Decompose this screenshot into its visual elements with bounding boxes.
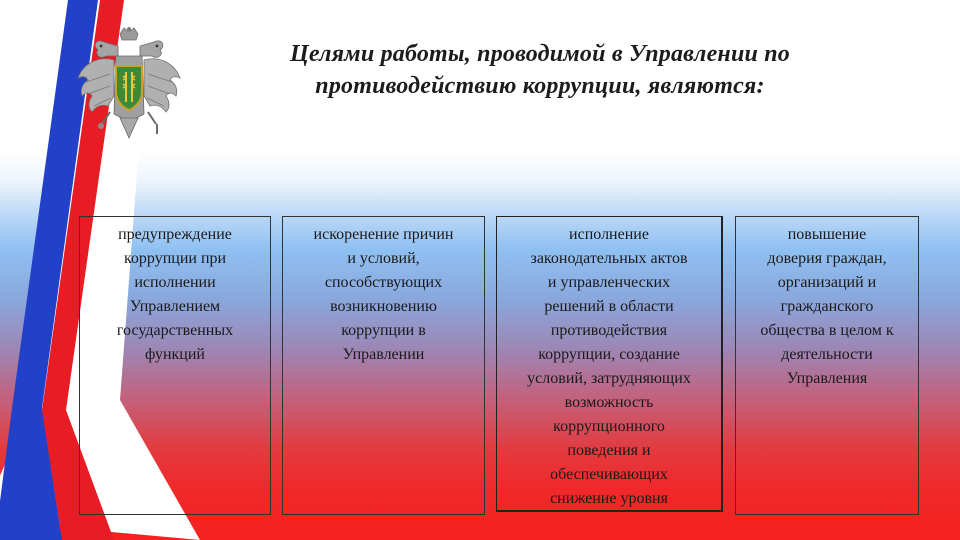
card-text-line: Управлении [342,346,425,363]
card-text-line: гражданского [780,298,874,315]
card-text-line: доверия граждан, [767,250,887,267]
card-text-line: обеспечивающих [550,466,668,483]
goal-card-eradication [282,216,485,515]
card-text-line: исполнение [569,226,649,243]
goal-card-prevention [79,216,271,515]
card-text-line: способствующих [324,274,443,291]
card-text-line: функций [145,346,205,363]
card-text-line: решений в области [544,298,674,315]
slide-title [200,38,880,102]
card-text-line: поведения и [567,442,651,459]
slide-title-line: противодействию коррупции, являются: [315,73,765,99]
goal-card-trust [735,216,919,515]
card-text-line: коррупции при [123,250,227,267]
double-headed-eagle-emblem-icon [74,26,184,144]
card-text-line: повышение [787,226,867,243]
slide-title-line: Целями работы, проводимой в Управлении по [289,41,790,67]
card-text-line: организаций и [777,274,877,291]
card-text-line: искоренение причин [313,226,454,243]
card-text-line: коррупции, создание [538,346,680,363]
card-text-line: Управлением [129,298,221,315]
card-text-line: возможность [564,394,654,411]
card-text-line: исполнении [134,274,216,291]
card-text-line: предупреждение [118,226,232,243]
card-text-line: возникновению [330,298,437,315]
card-text-line: деятельности [781,346,873,363]
card-text-line: противодействия [550,322,668,339]
card-text-line: Управления [786,370,868,387]
card-text-line: коррупционного [553,418,665,435]
card-text-line: условий, затрудняющих [527,370,691,387]
card-text-line: общества в целом к [760,322,894,339]
card-text-line: снижение уровня [550,490,668,507]
goal-card-execution [496,216,723,512]
card-text-line: коррупции в [341,322,426,339]
card-text-line: и условий, [347,250,420,267]
card-text-line: и управленческих [547,274,671,291]
card-text-line: законодательных актов [530,250,688,267]
card-text-line: государственных [116,322,234,339]
